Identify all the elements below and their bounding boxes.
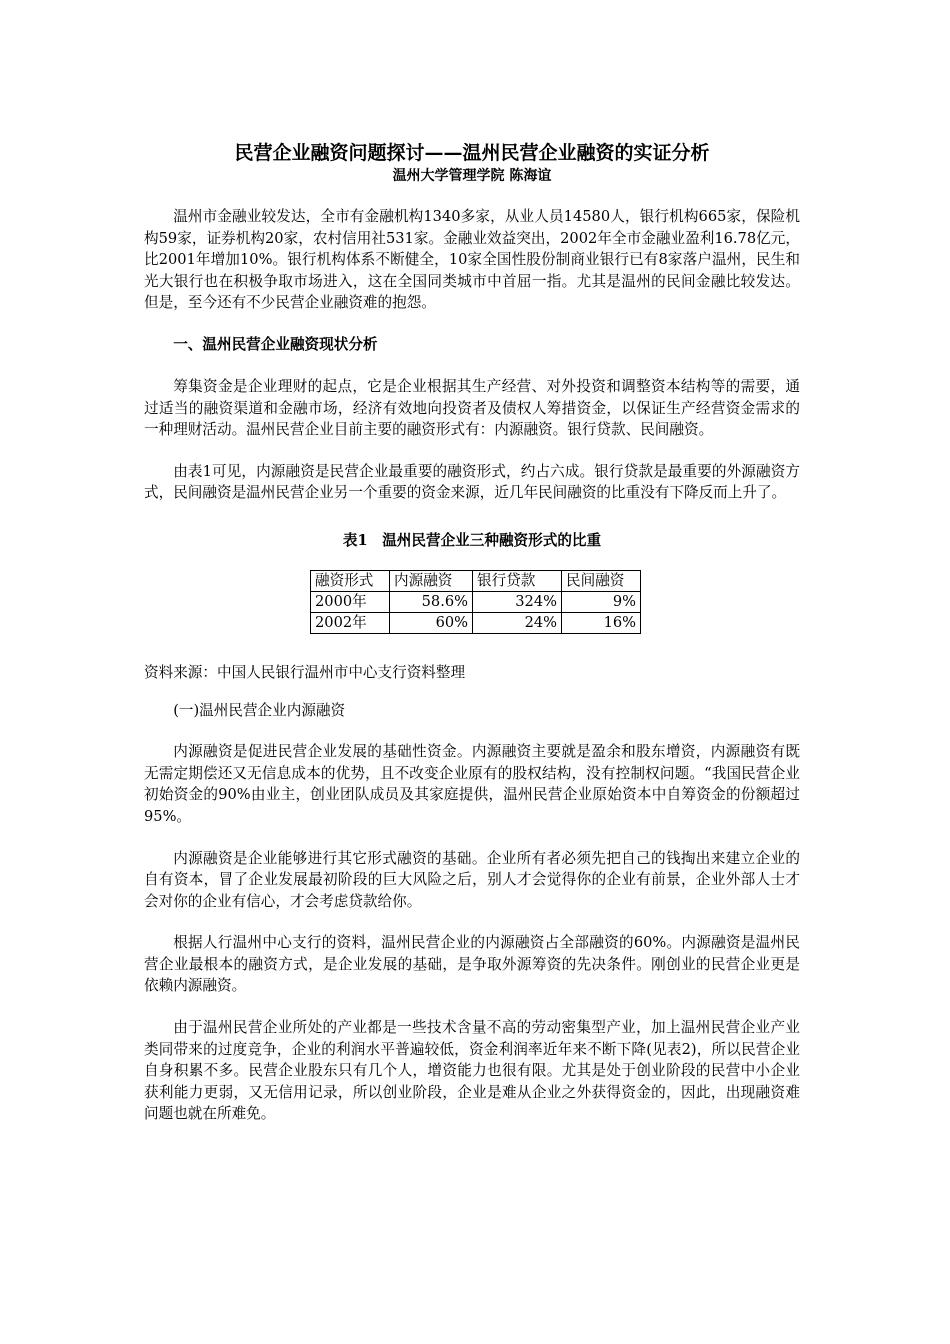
financing-table — [310, 570, 641, 634]
subsection1-paragraph-4: 由于温州民营企业所处的产业都是一些技术含量不高的劳动密集型产业，加上温州民营企业产业类同带来的过度竞争，企业的利润水平普遍较低，资金利润率近年来不断下降(见表2)，所以民营企业自身积累不多。民营企业股东只有几个人，增资能力也很有限。尤其是处于创业阶段的民营中小企业获利能力更弱，又无信用记录，所以创业阶段，企业是难从企业之外获得资金的，因此，出现融资难问题也就在所难免。 — [144, 1019, 800, 1123]
table-cell: 2002年 — [311, 612, 390, 633]
table-cell: 2000年 — [311, 591, 390, 612]
subsection1-paragraph-2: 内源融资是企业能够进行其它形式融资的基础。企业所有者必须先把自己的钱掏出来建立企业的自有资本，冒了企业发展最初阶段的巨大风险之后，别人才会觉得你的企业有前景，企业外部人士才会对你的企业有信心，才会考虑贷款给你。 — [144, 849, 800, 910]
table-header-cell: 内源融资 — [390, 570, 473, 591]
document-title: 民营企业融资问题探讨——温州民营企业融资的实证分析 — [234, 142, 710, 164]
table-row — [311, 612, 641, 633]
section-heading-1: 一、温州民营企业融资现状分析 — [173, 335, 378, 353]
table-header-row — [311, 570, 641, 591]
subsection1-paragraph-3: 根据人行温州中心支行的资料，温州民营企业的内源融资占全部融资的60%。内源融资是温州民营企业最根本的融资方式，是企业发展的基础，是争取外源筹资的先决条件。刚创业的民营企业更是依赖内源融资。 — [144, 934, 800, 995]
table-cell: 58.6% — [390, 591, 473, 612]
table-cell: 24% — [473, 612, 562, 633]
table-cell: 324% — [473, 591, 562, 612]
table-cell: 16% — [562, 612, 641, 633]
author-line: 温州大学管理学院 陈海谊 — [392, 168, 552, 184]
section1-paragraph-2: 由表1可见，内源融资是民营企业最重要的融资形式，约占六成。银行贷款是最重要的外源融资方式，民间融资是温州民营企业另一个重要的资金来源，近几年民间融资的比重没有下降反而上升了。 — [144, 462, 800, 502]
table-row — [311, 591, 641, 612]
intro-paragraph: 温州市金融业较发达，全市有金融机构1340多家，从业人员14580人，银行机构665家，保险机构59家，证券机构20家，农村信用社531家。金融业效益突出，2002年全市金融业盈利16.78亿元，比2001年增加10%。银行机构体系不断健全，10家全国性股份制商业银行已有8家落户温州，民生和光大银行也在积极争取市场进入，这在全国同类城市中首屈一指。尤其是温州的民间金融比较发达。但是，至今还有不少民营企业融资难的抱怨。 — [144, 208, 800, 312]
table-source-note: 资料来源：中国人民银行温州市中心支行资料整理 — [144, 663, 466, 681]
table-header-cell: 融资形式 — [311, 570, 390, 591]
table-header-cell: 银行贷款 — [473, 570, 562, 591]
table-cell: 9% — [562, 591, 641, 612]
section1-paragraph-1: 筹集资金是企业理财的起点，它是企业根据其生产经营、对外投资和调整资本结构等的需要，通过适当的融资渠道和金融市场，经济有效地向投资者及债权人筹措资金，以保证生产经营资金需求的一种理财活动。温州民营企业目前主要的融资形式有：内源融资。银行贷款、民间融资。 — [144, 377, 800, 439]
table-cell: 60% — [390, 612, 473, 633]
table-header-cell: 民间融资 — [562, 570, 641, 591]
subsection-heading-1: (一)温州民营企业内源融资 — [173, 701, 346, 719]
document-page — [144, 140, 800, 1125]
subsection1-paragraph-1: 内源融资是促进民营企业发展的基础性资金。内源融资主要就是盈余和股东增资，内源融资有既无需定期偿还又无信息成本的优势，且不改变企业原有的股权结构，没有控制权问题。“我国民营企业初始资金的90%由业主，创业团队成员及其家庭提供，温州民营企业原始资本中自筹资金的份额超过95%。 — [144, 743, 800, 825]
table-caption: 表1 温州民营企业三种融资形式的比重 — [342, 531, 602, 549]
